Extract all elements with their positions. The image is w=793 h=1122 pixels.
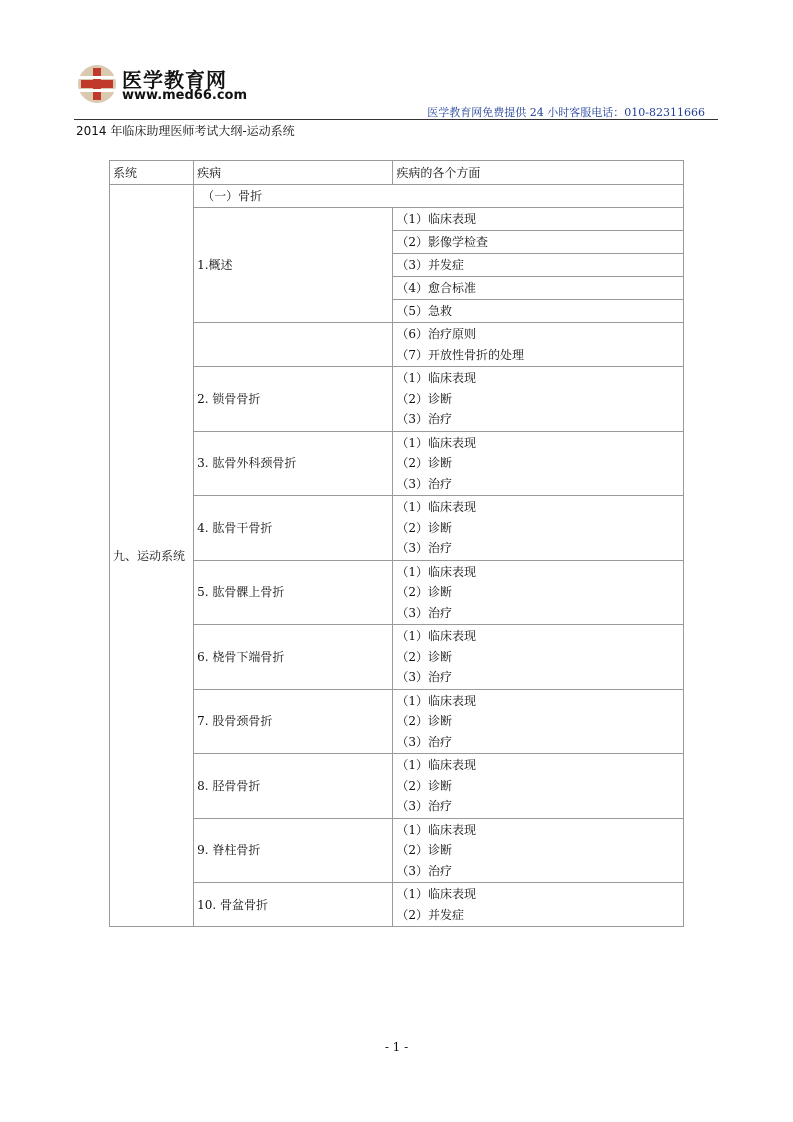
table-row [110, 883, 684, 927]
aspect-cell [393, 883, 684, 927]
aspect-cell [393, 625, 684, 690]
aspect-cell: （4）愈合标准 [393, 277, 684, 300]
aspect-cell [393, 431, 684, 496]
table-row [110, 367, 684, 432]
table-row [110, 208, 684, 231]
document-title: 2014 年临床助理医师考试大纲-运动系统 [76, 124, 295, 138]
aspect-cell [393, 323, 684, 367]
aspect-cell [393, 689, 684, 754]
table-row [110, 625, 684, 690]
aspect-item: （2）诊断 [396, 520, 452, 535]
disease-cell: 1.概述 [194, 208, 393, 323]
aspect-item: （3）治疗 [396, 734, 452, 749]
aspect-item: （2）并发症 [396, 907, 464, 922]
aspect-item: （3）治疗 [396, 605, 452, 620]
table-row [110, 431, 684, 496]
aspect-item: （1）临床表现 [396, 629, 476, 643]
table-row [110, 560, 684, 625]
disease-cell: 4. 肱骨干骨折 [194, 496, 393, 561]
disease-cell: 7. 股骨颈骨折 [194, 689, 393, 754]
logo-name: 医学教育网 [122, 68, 227, 92]
disease-cell: 2. 锁骨骨折 [194, 367, 393, 432]
disease-cell-empty [194, 323, 393, 367]
logo [76, 62, 256, 106]
disease-cell: 9. 脊柱骨折 [194, 818, 393, 883]
aspect-item: （3）治疗 [396, 799, 452, 813]
aspect-item: （3）治疗 [396, 670, 452, 684]
aspect-item: （6）治疗原则 [396, 327, 476, 341]
aspect-cell: （1）临床表现 [393, 208, 684, 231]
table-row [110, 323, 684, 367]
column-header-disease: 疾病 [194, 161, 393, 185]
aspect-item: （7）开放性骨折的处理 [396, 347, 524, 362]
aspect-item: （3）治疗 [396, 476, 452, 491]
aspect-item: （3）治疗 [396, 412, 452, 426]
table-row [110, 754, 684, 819]
syllabus-table [109, 160, 684, 927]
aspect-cell [393, 496, 684, 561]
section-heading: （一）骨折 [194, 185, 684, 208]
page-number: - 1 - [384, 1040, 409, 1054]
aspect-cell [393, 754, 684, 819]
aspect-item: （2）诊断 [396, 391, 452, 406]
logo-url: www.med66.com [122, 88, 248, 103]
table-row [110, 818, 684, 883]
aspect-item: （2）诊断 [396, 585, 452, 599]
aspect-item: （2）诊断 [396, 649, 452, 664]
aspect-item: （1）临床表现 [396, 564, 476, 579]
aspect-item: （1）临床表现 [396, 435, 476, 450]
system-cell: 九、运动系统 [110, 185, 194, 927]
aspect-item: （1）临床表现 [396, 822, 476, 837]
aspect-item: （2）诊断 [396, 714, 452, 728]
disease-cell: 5. 肱骨髁上骨折 [194, 560, 393, 625]
aspect-cell [393, 818, 684, 883]
hotline-text: 医学教育网免费提供 24 小时客服电话：010-82311666 [427, 106, 705, 119]
disease-cell: 10. 骨盆骨折 [194, 883, 393, 927]
column-header-aspects: 疾病的各个方面 [393, 161, 684, 185]
disease-cell: 6. 桡骨下端骨折 [194, 625, 393, 690]
aspect-cell: （3）并发症 [393, 254, 684, 277]
aspect-item: （1）临床表现 [396, 693, 476, 708]
aspect-item: （1）临床表现 [396, 500, 476, 514]
aspect-item: （1）临床表现 [396, 758, 476, 772]
aspect-cell [393, 560, 684, 625]
aspect-item: （2）诊断 [396, 843, 452, 857]
table-row [110, 689, 684, 754]
aspect-cell: （2）影像学检查 [393, 231, 684, 254]
column-header-system: 系统 [110, 161, 194, 185]
table-row [110, 496, 684, 561]
aspect-cell [393, 367, 684, 432]
aspect-cell: （5）急救 [393, 300, 684, 323]
aspect-item: （3）治疗 [396, 541, 452, 555]
aspect-item: （1）临床表现 [396, 887, 476, 901]
aspect-item: （1）临床表现 [396, 371, 476, 385]
header-divider [74, 119, 718, 120]
aspect-item: （3）治疗 [396, 863, 452, 878]
disease-cell: 8. 胫骨骨折 [194, 754, 393, 819]
section-row [110, 185, 684, 208]
medical-cross-logo-icon [76, 62, 118, 106]
disease-cell: 3. 肱骨外科颈骨折 [194, 431, 393, 496]
table-header-row [110, 161, 684, 185]
aspect-item: （2）诊断 [396, 456, 452, 470]
aspect-item: （2）诊断 [396, 778, 452, 793]
